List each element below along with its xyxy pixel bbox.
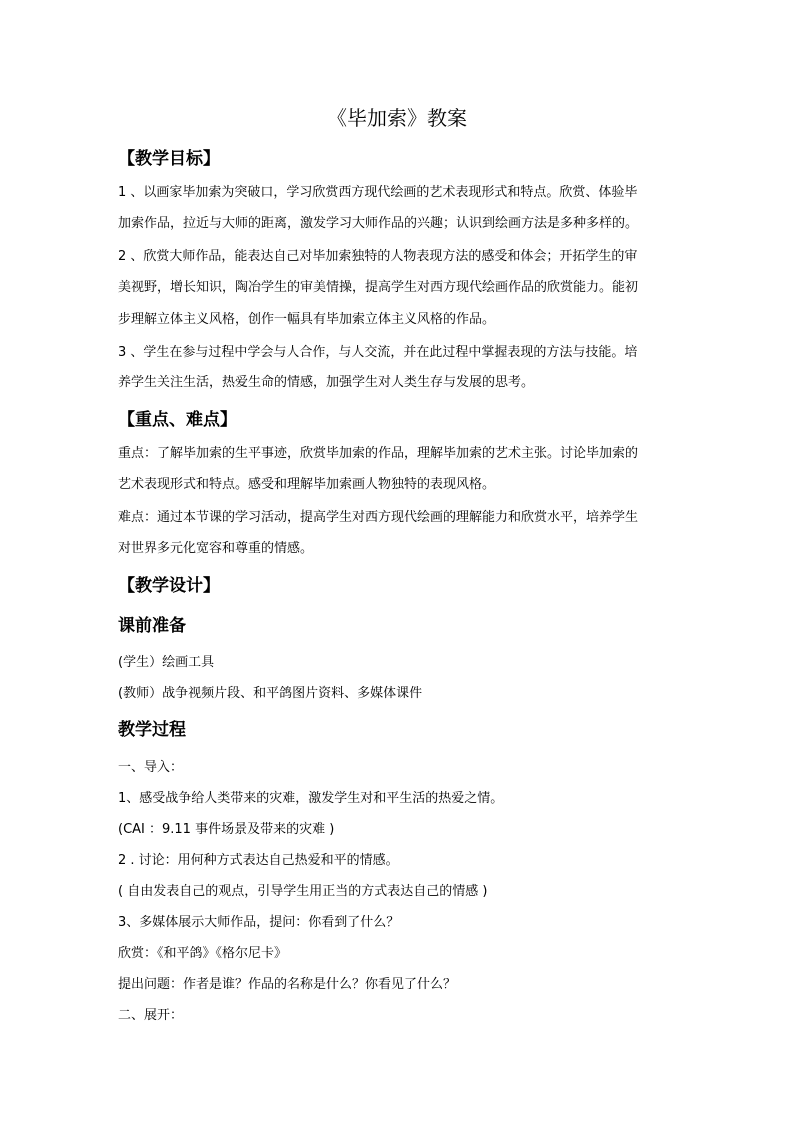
process-line-6: 3、多媒体展示大师作品，提问：你看到了什么？ <box>118 915 400 930</box>
process-line-7: 欣赏：《和平鸽》《格尔尼卡》 <box>118 946 288 961</box>
key-line-4: 对世界多元化宽容和尊重的情感。 <box>118 541 314 556</box>
goal-line-4: 美视野，增长知识，陶冶学生的审美情操，提高学生对西方现代绘画作品的欣赏能力。能初 <box>118 280 639 295</box>
goal-line-1: 1 、以画家毕加索为突破口，学习欣赏西方现代绘画的艺术表现形式和特点。欣赏、体验毕 <box>118 185 638 200</box>
prep-line-2: (教师）战争视频片段、和平鸽图片资料、多媒体课件 <box>118 686 423 701</box>
key-line-2: 艺术表现形式和特点。感受和理解毕加索画人物独特的表现风格。 <box>118 477 496 492</box>
section-heading-teaching-design: 【教学设计】 <box>118 576 220 596</box>
process-line-5: ( 自由发表自己的观点，引导学生用正当的方式表达自己的情感 ) <box>118 884 488 899</box>
section-heading-teaching-goals: 【教学目标】 <box>118 149 220 169</box>
key-line-3: 难点：通过本节课的学习活动，提高学生对西方现代绘画的理解能力和欣赏水平，培养学生 <box>118 510 639 525</box>
document-title: 《毕加索》教案 <box>327 106 467 130</box>
goal-line-7: 养学生关注生活，热爱生命的情感，加强学生对人类生存与发展的思考。 <box>118 375 535 390</box>
sub-heading-preparation: 课前准备 <box>118 616 186 636</box>
process-line-2: 1、感受战争给人类带来的灾难，激发学生对和平生活的热爱之情。 <box>118 791 504 806</box>
goal-line-5: 步理解立体主义风格，创作一幅具有毕加索立体主义风格的作品。 <box>118 312 496 327</box>
key-line-1: 重点：了解毕加索的生平事迹，欣赏毕加索的作品，理解毕加索的艺术主张。讨论毕加索的 <box>118 446 639 461</box>
process-line-1: 一、导入： <box>118 760 184 775</box>
process-line-9: 二、展开： <box>118 1008 184 1023</box>
process-line-4: 2 . 讨论：用何种方式表达自己热爱和平的情感。 <box>118 853 399 868</box>
goal-line-3: 2 、欣赏大师作品，能表达自己对毕加索独特的人物表现方法的感受和体会；开拓学生的审 <box>118 249 638 264</box>
sub-heading-process: 教学过程 <box>118 720 186 740</box>
process-line-8: 提出问题：作者是谁？作品的名称是什么？你看见了什么？ <box>118 977 457 992</box>
goal-line-6: 3 、学生在参与过程中学会与人合作，与人交流，并在此过程中掌握表现的方法与技能。培 <box>118 345 638 360</box>
prep-line-1: (学生）绘画工具 <box>118 655 215 670</box>
goal-line-2: 加索作品，拉近与大师的距离，激发学习大师作品的兴趣；认识到绘画方法是多种多样的。 <box>118 216 639 231</box>
section-heading-key-points: 【重点、难点】 <box>118 410 237 430</box>
process-line-3: (CAI ：9.11 事件场景及带来的灾难 ) <box>118 822 335 837</box>
